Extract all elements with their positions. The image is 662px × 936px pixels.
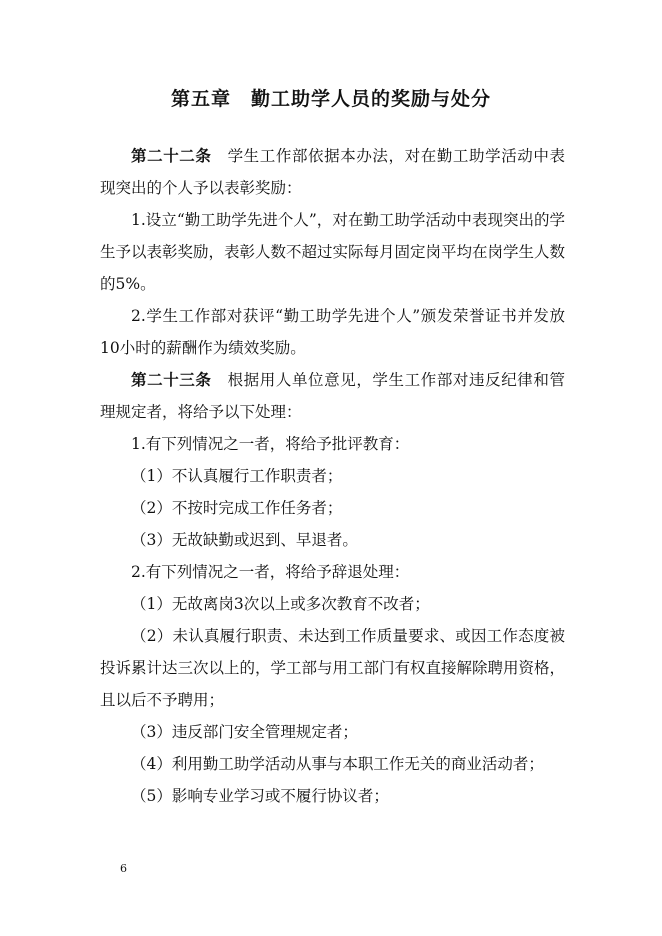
article-22-item-2: 2.学生工作部对获评“勤工助学先进个人”颁发荣誉证书并发放10小时的薪酬作为绩效奖励。 bbox=[100, 307, 565, 357]
article-23-group-2-item-1: （1）无故离岗3次以上或多次教育不改者； bbox=[131, 595, 430, 613]
chapter-title: 第五章 勤工助学人员的奖励与处分 bbox=[170, 88, 491, 110]
article-23 bbox=[100, 364, 565, 428]
article-23-group-1-item-3: （3）无故缺勤或迟到、早退者。 bbox=[131, 531, 358, 549]
article-22-text: 学生工作部依据本办法，对在勤工助学活动中表现突出的个人予以表彰奖励： bbox=[100, 147, 565, 197]
article-22-item-1: 1.设立“勤工助学先进个人”，对在勤工助学活动中表现突出的学生予以表彰奖励，表彰人数不超过实际每月固定岗平均在岗学生人数的5%。 bbox=[100, 211, 566, 293]
article-23-group-1-item-1: （1）不认真履行工作职责者； bbox=[131, 467, 343, 485]
article-23-group-1-item-2: （2）不按时完成工作任务者； bbox=[131, 499, 343, 517]
article-22-heading: 第二十二条 bbox=[131, 147, 212, 165]
article-23-heading: 第二十三条 bbox=[131, 371, 212, 389]
article-23-group-2-item-2: （2）未认真履行职责、未达到工作质量要求、或因工作态度被投诉累计达三次以上的，学工部与用工部门有权直接解除聘用资格，且以后不予聘用； bbox=[100, 627, 566, 709]
article-23-group-2-item-5: （5）影响专业学习或不履行协议者； bbox=[131, 787, 389, 805]
article-23-text: 根据用人单位意见，学生工作部对违反纪律和管理规定者，将给予以下处理： bbox=[100, 371, 565, 421]
article-23-group-2-item-4: （4）利用勤工助学活动从事与本职工作无关的商业活动者； bbox=[131, 755, 544, 773]
page-number: 6 bbox=[120, 862, 127, 875]
article-22 bbox=[100, 140, 565, 204]
article-23-group-2-intro: 2.有下列情况之一者，将给予辞退处理： bbox=[131, 563, 410, 581]
article-23-group-2-item-3: （3）违反部门安全管理规定者； bbox=[131, 723, 358, 741]
article-23-group-1-intro: 1.有下列情况之一者，将给予批评教育： bbox=[131, 435, 410, 453]
